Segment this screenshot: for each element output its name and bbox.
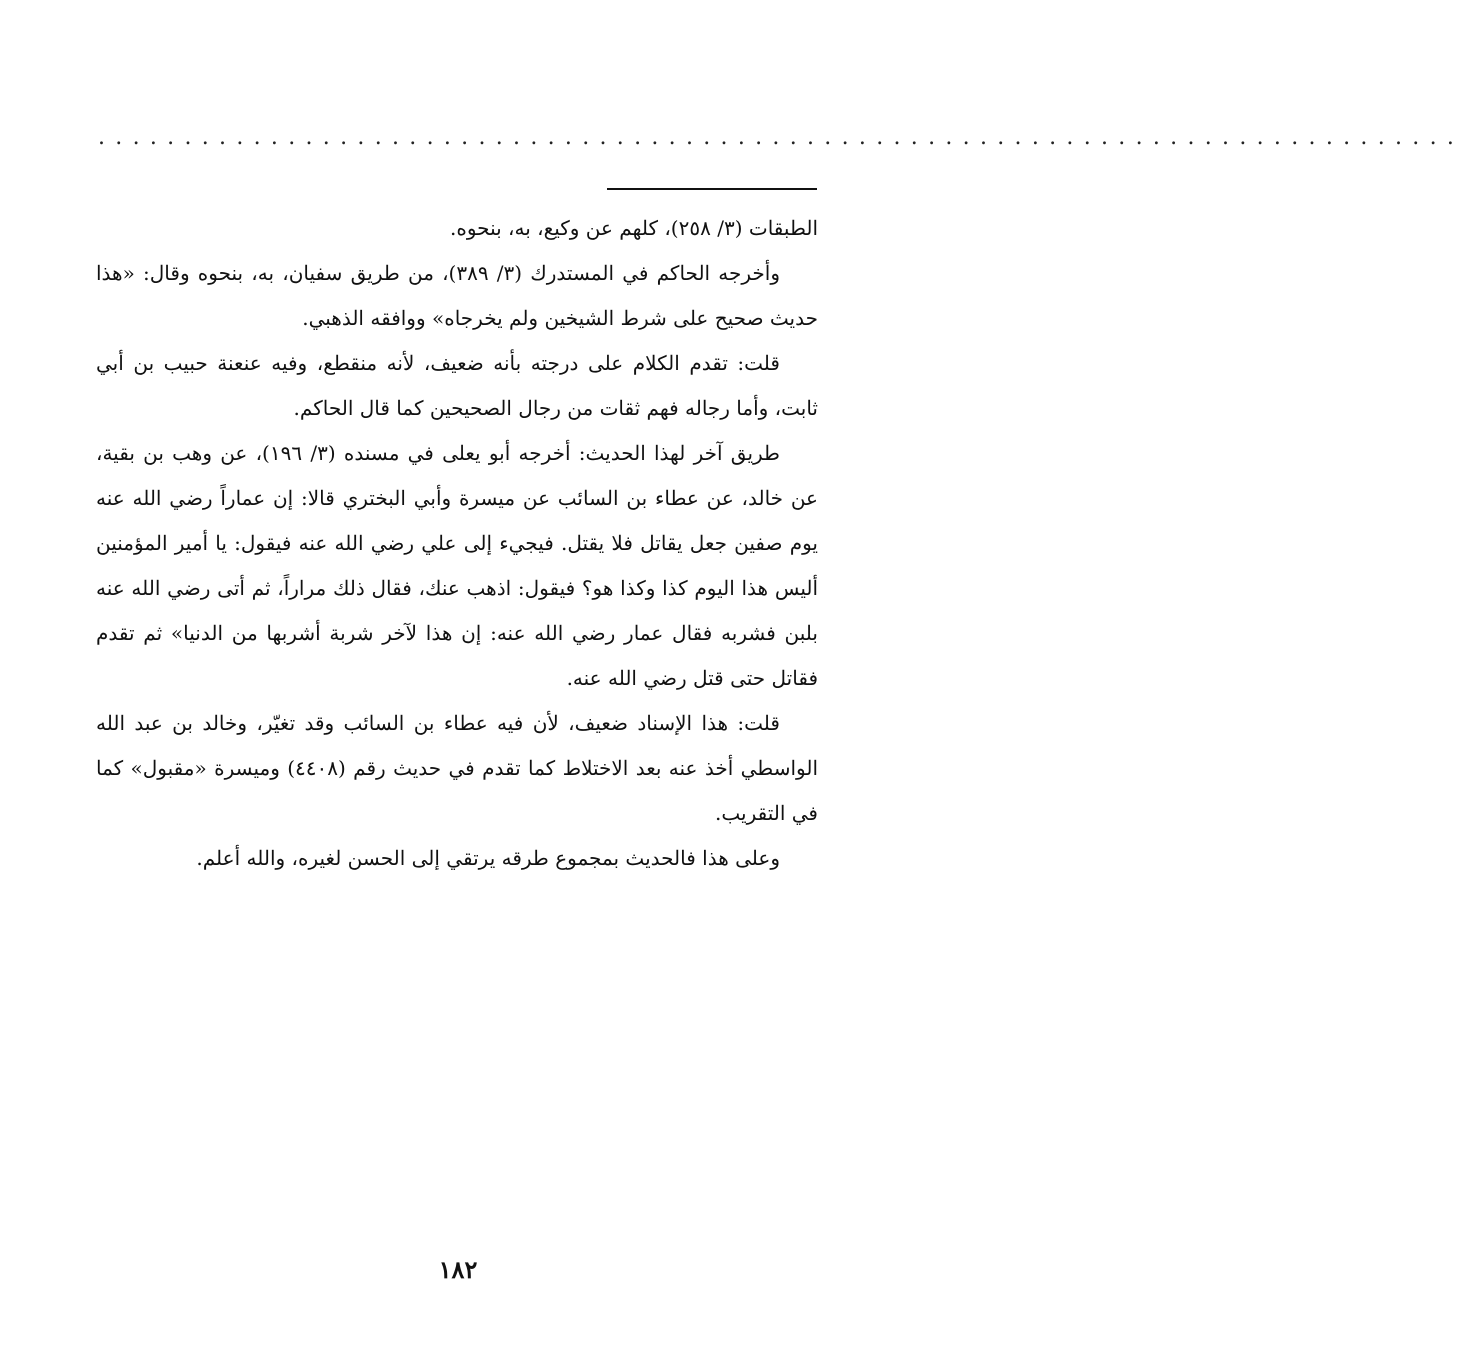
footnote-rule <box>607 188 817 190</box>
paragraph: قلت: تقدم الكلام على درجته بأنه ضعيف، لأنه منقطع، وفيه عنعنة حبيب بن أبي ثابت، وأما رجاله فهم ثقات من رجال الصحيحين كما قال الحاكم. <box>96 351 818 420</box>
paragraph: الطبقات (٣/ ٢٥٨)، كلهم عن وكيع، به، بنحوه. <box>449 216 818 240</box>
paragraph: قلت: هذا الإسناد ضعيف، لأن فيه عطاء بن السائب وقد تغيّر، وخالد بن عبد الله الواسطي أخذ عنه بعد الاختلاط كما تقدم في حديث رقم (٤٤٠٨) وميسرة «مقبول» كما في التقريب. <box>96 711 819 825</box>
page-number: ١٨٢ <box>438 1255 478 1284</box>
paragraph: وعلى هذا فالحديث بمجموع طرقه يرتقي إلى الحسن لغيره، والله أعلم. <box>196 846 780 870</box>
paragraph: وأخرجه الحاكم في المستدرك (٣/ ٣٨٩)، من طريق سفيان، به، بنحوه وقال: «هذا حديث صحيح على شرط الشيخين ولم يخرجاه» ووافقه الذهبي. <box>96 261 818 330</box>
footnote-text <box>96 206 818 881</box>
paragraph: طريق آخر لهذا الحديث: أخرجه أبو يعلى في مسنده (٣/ ١٩٦)، عن وهب بن بقية، عن خالد، عن عطاء بن السائب عن ميسرة وأبي البختري قالا: إن عماراً رضي الله عنه يوم صفين جعل يقاتل فلا يقتل. فيجيء إلى علي رضي الله عنه فيقول: يا أمير المؤمنين أليس هذا اليوم كذا وكذا هو؟ فيقول: اذهب عنك، فقال ذلك مراراً، ثم أتى رضي الله عنه بلبن فشربه فقال عمار رضي الله عنه: إن هذا لآخر شربة أشربها من الدنيا» ثم تقدم فقاتل حتى قتل رضي الله عنه. <box>96 441 818 690</box>
dotted-separator: ............................................................................... <box>98 125 1464 150</box>
